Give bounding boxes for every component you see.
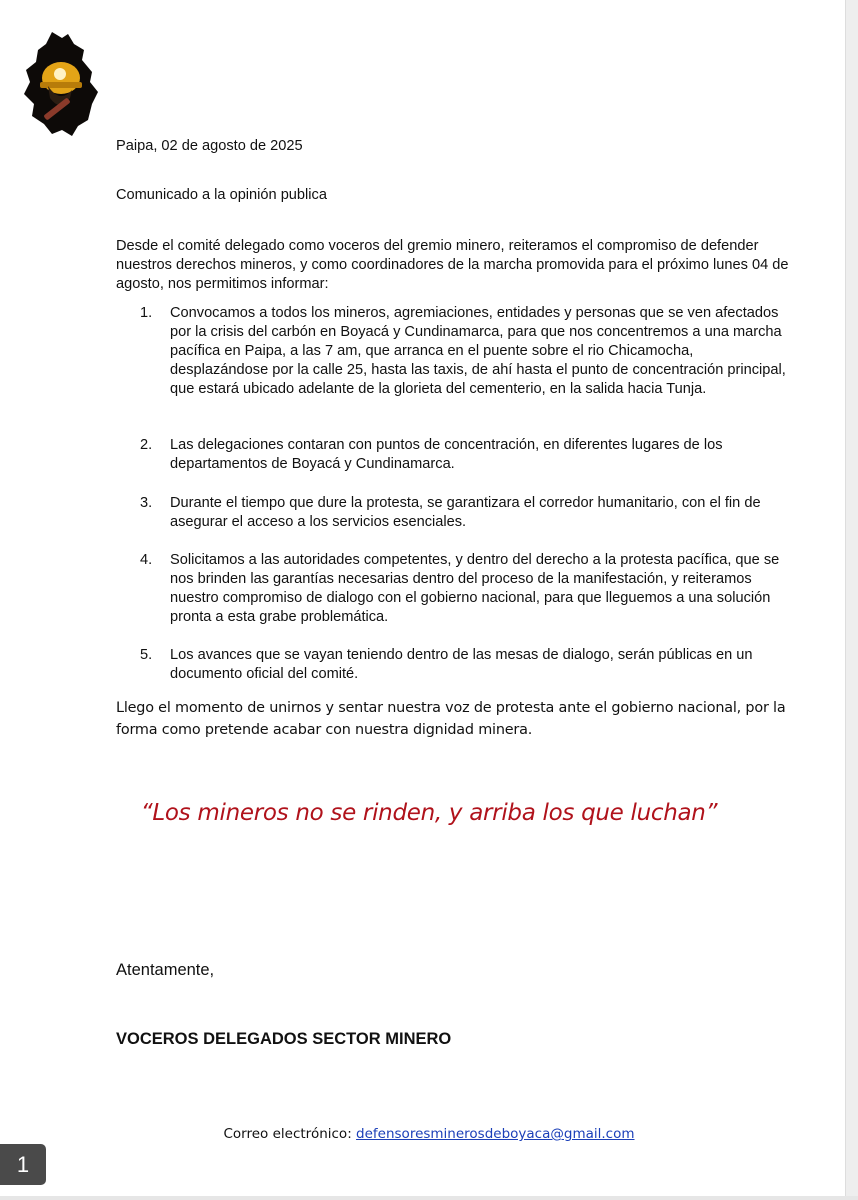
list-item-text: Durante el tiempo que dure la protesta, se garantizara el corredor humanitario, con el fin de asegurar el acceso a los servicios esenciales. bbox=[170, 495, 761, 530]
closing-paragraph: Llego el momento de unirnos y sentar nuestra voz de protesta ante el gobierno nacional, por la forma como pretende acabar con nuestra dignidad minera. bbox=[116, 700, 786, 738]
letter-subject: Comunicado a la opinión publica bbox=[116, 187, 327, 203]
footer-contact bbox=[0, 1126, 858, 1142]
page-number-badge[interactable]: 1 bbox=[0, 1144, 46, 1185]
list-item-number: 1. bbox=[140, 305, 153, 321]
list-item-text: Solicitamos a las autoridades competentes, y dentro del derecho a la protesta pacífica, que se nos brinden las garantías necesarias dentro del proceso de la manifestación, y reiteramos nuestro compromiso de dialogo con el gobierno nacional, para que lleguemos a una solución pronta a esta grabe problemática. bbox=[170, 552, 780, 625]
list-item-text: Los avances que se vayan teniendo dentro de las mesas de dialogo, serán públicas en un documento oficial del comité. bbox=[170, 647, 753, 682]
closing-salutation: Atentamente, bbox=[116, 961, 215, 979]
motto-quote: “Los mineros no se rinden, y arriba los que luchan” bbox=[140, 800, 718, 826]
list-item-number: 3. bbox=[140, 495, 153, 511]
viewer-scroll-edge bbox=[845, 0, 858, 1200]
list-item-text: Las delegaciones contaran con puntos de concentración, en diferentes lugares de los departamentos de Boyacá y Cundinamarca. bbox=[170, 437, 723, 472]
letter-intro: Desde el comité delegado como voceros del gremio minero, reiteramos el compromiso de defender nuestros derechos mineros, y como coordinadores de la marcha promovida para el próximo lunes 04 de agosto, nos permitimos informar: bbox=[116, 238, 789, 292]
page-bottom-edge bbox=[0, 1196, 858, 1200]
list-item-number: 4. bbox=[140, 552, 153, 568]
footer-email-label: Correo electrónico: bbox=[223, 1126, 357, 1142]
miner-helmet-logo bbox=[22, 30, 100, 138]
letter-date: Paipa, 02 de agosto de 2025 bbox=[116, 138, 303, 154]
list-item-number: 2. bbox=[140, 437, 153, 453]
list-item-text: Convocamos a todos los mineros, agremiaciones, entidades y personas que se ven afectados por la crisis del carbón en Boyacá y Cundinamarca, para que nos concentremos a una marcha pacífica en Paipa, a las 7 am, que arranca en el puente sobre el rio Chicamocha, desplazándose por la calle 25, hasta las taxis, de ahí hasta el punto de concentración principal, que estará ubicado adelante de la glorieta del cementerio, en la salida hacia Tunja. bbox=[170, 305, 786, 397]
signature: VOCEROS DELEGADOS SECTOR MINERO bbox=[116, 1030, 452, 1048]
list-item-number: 5. bbox=[140, 647, 153, 663]
footer-email-link[interactable]: defensoresminerosdeboyaca@gmail.com bbox=[356, 1126, 635, 1142]
